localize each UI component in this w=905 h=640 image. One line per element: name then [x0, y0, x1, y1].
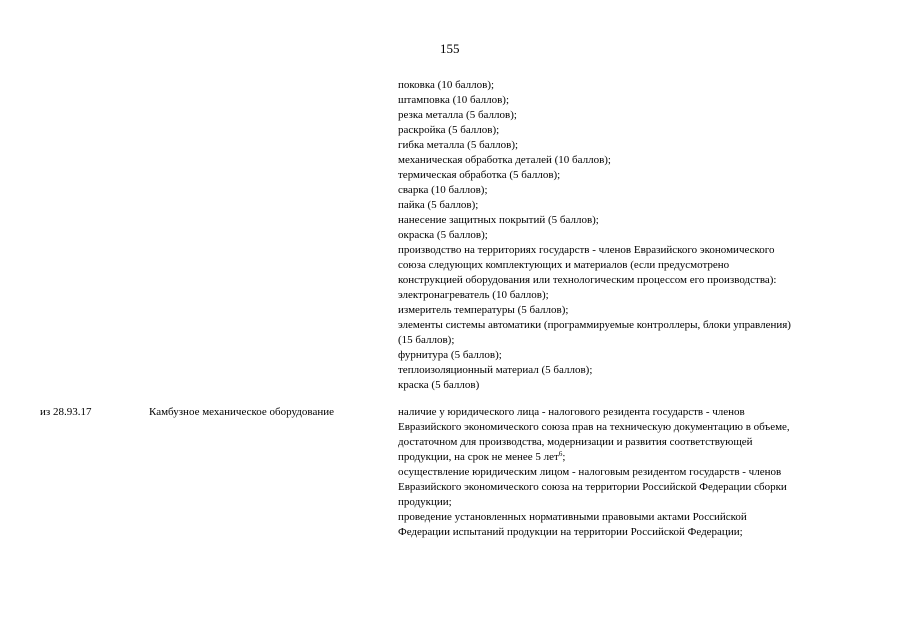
product-name: Камбузное механическое оборудование	[149, 406, 334, 418]
list-line: поковка (10 баллов);	[398, 79, 495, 91]
requirement-line: Федерации испытаний продукции на территории Российской Федерации;	[398, 526, 743, 538]
requirement-line: проведение установленных нормативными правовыми актами Российской	[398, 511, 747, 523]
footnote-mark[interactable]: 6	[558, 450, 563, 458]
list-line: сварка (10 баллов);	[398, 184, 488, 196]
list-line: (15 баллов);	[398, 334, 455, 346]
requirement-line: Евразийского экономического союза на территории Российской Федерации сборки	[398, 481, 787, 493]
list-line: элементы системы автоматики (программируемые контроллеры, блоки управления)	[398, 319, 791, 331]
requirements-list-continued	[398, 78, 791, 393]
list-line: производство на территориях государств - членов Евразийского экономического	[398, 244, 775, 256]
list-line: электронагреватель (10 баллов);	[398, 289, 549, 301]
requirement-line-with-footnote	[398, 450, 790, 465]
requirement-line: осуществление юридическим лицом - налоговым резидентом государств - членов	[398, 466, 782, 478]
requirement-tail: ;	[562, 451, 566, 463]
list-line: измеритель температуры (5 баллов);	[398, 304, 569, 316]
list-line: термическая обработка (5 баллов);	[398, 169, 561, 181]
list-line: теплоизоляционный материал (5 баллов);	[398, 364, 593, 376]
requirement-line: продукции;	[398, 496, 452, 508]
list-line: краска (5 баллов)	[398, 379, 480, 391]
list-line: резка металла (5 баллов);	[398, 109, 517, 121]
list-line: окраска (5 баллов);	[398, 229, 488, 241]
requirement-line: наличие у юридического лица - налогового резидента государств - членов	[398, 406, 745, 418]
list-line: фурнитура (5 баллов);	[398, 349, 502, 361]
list-line: нанесение защитных покрытий (5 баллов);	[398, 214, 599, 226]
list-line: пайка (5 баллов);	[398, 199, 479, 211]
product-requirements	[398, 405, 790, 540]
list-line: механическая обработка деталей (10 баллов);	[398, 154, 611, 166]
requirement-line: Евразийского экономического союза прав на техническую документацию в объеме,	[398, 421, 790, 433]
okpd-code: из 28.93.17	[40, 406, 92, 418]
list-line: раскройка (5 баллов);	[398, 124, 500, 136]
list-line: штамповка (10 баллов);	[398, 94, 510, 106]
list-line: союза следующих комплектующих и материалов (если предусмотрено	[398, 259, 730, 271]
requirement-line: достаточном для производства, модернизации и развития соответствующей	[398, 436, 753, 448]
page-number: 155	[440, 41, 460, 56]
requirement-text: продукции, на срок не менее 5 лет	[398, 451, 559, 463]
list-line: гибка металла (5 баллов);	[398, 139, 519, 151]
list-line: конструкцией оборудования или технологическим процессом его производства):	[398, 274, 777, 286]
